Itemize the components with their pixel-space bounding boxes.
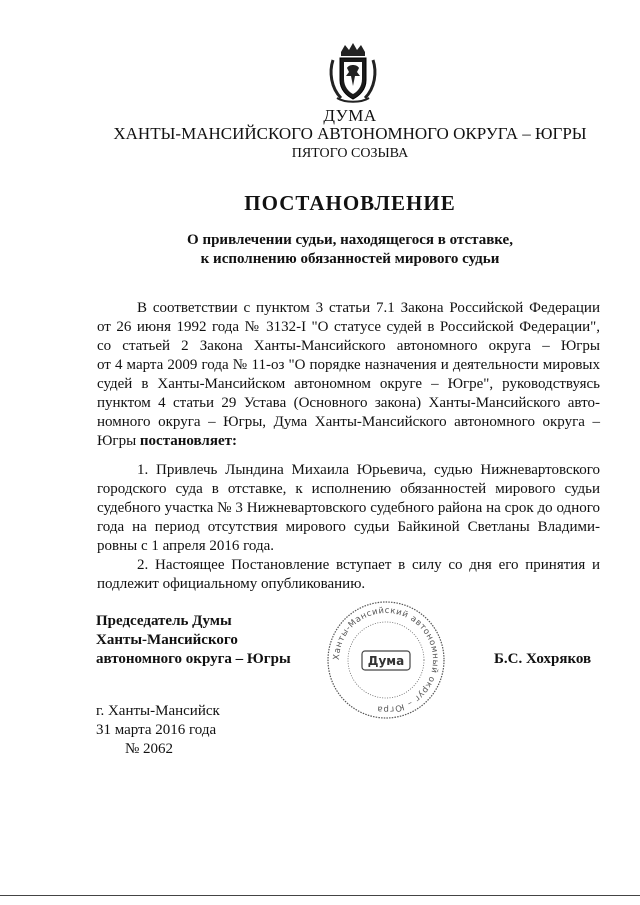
signatory-position: автономного округа – Югры (96, 651, 291, 667)
coat-of-arms-emblem (327, 42, 379, 104)
duma-title: ДУМА (323, 106, 377, 125)
stamp-ring-text: Ханты-Мансийский автономный округ – Югра (331, 605, 441, 715)
preamble-line: В соответствии с пунктом 3 статьи 7.1 Закона Российской Федерации (137, 300, 600, 316)
preamble-line: пунктом 4 статьи 29 Устава (Основного закона) Ханты-Мансийского авто- (97, 395, 600, 411)
signatory-position: Председатель Думы (96, 613, 232, 629)
item-1-line: судебного участка № 3 Нижневартовского судебного района на срок до одного (97, 500, 600, 516)
signatory-name: Б.С. Хохряков (494, 651, 592, 667)
item-1-line: городского суда в отставке, к исполнению обязанностей мирового судьи (97, 481, 600, 497)
item-2-line: подлежит официальному опубликованию. (97, 576, 366, 592)
page-bottom-rule (0, 895, 640, 896)
preamble-line: судей в Ханты-Мансийском автономном округе – Югре", руководствуясь (97, 376, 600, 392)
okrug-title: ХАНТЫ-МАНСИЙСКОГО АВТОНОМНОГО ОКРУГА – ЮГРЫ (113, 124, 587, 143)
convocation-label: ПЯТОГО СОЗЫВА (291, 146, 409, 161)
preamble-text: Югры (97, 433, 140, 449)
preamble-line: номного округа – Югры, Дума Ханты-Мансийского автономного округа – (97, 414, 600, 430)
place-of-adoption: г. Ханты-Мансийск (96, 703, 220, 719)
official-stamp (324, 598, 448, 722)
preamble-line (97, 432, 600, 451)
document-type-heading: ПОСТАНОВЛЕНИЕ (244, 191, 456, 215)
adoption-date: 31 марта 2016 года (96, 722, 217, 738)
subject-line: О привлечении судьи, находящегося в отставке, (187, 232, 513, 248)
resolves-keyword: постановляет: (139, 433, 237, 449)
preamble-line: от 4 марта 2009 года № 11-оз "О порядке назначения и деятельности мировых (97, 357, 600, 373)
subject-line: к исполнению обязанностей мирового судьи (200, 251, 500, 267)
item-1-line: года на период отсутствия мирового судьи Байкиной Светланы Владими- (97, 519, 600, 535)
preamble-line: со статьей 2 Закона Ханты-Мансийского автономного округа – Югры (97, 338, 600, 354)
item-1-line: ровны с 1 апреля 2016 года. (97, 538, 275, 554)
document-number: № 2062 (125, 741, 174, 757)
item-2-line: 2. Настоящее Постановление вступает в силу со дня его принятия и (137, 557, 600, 573)
signatory-position: Ханты-Мансийского (96, 632, 238, 648)
stamp-center-text: Дума (367, 654, 405, 668)
preamble-line: от 26 июня 1992 года № 3132-I "О статусе судей в Российской Федерации", (97, 319, 600, 335)
item-1-line: 1. Привлечь Лындина Михаила Юрьевича, судью Нижневартовского (137, 462, 600, 478)
